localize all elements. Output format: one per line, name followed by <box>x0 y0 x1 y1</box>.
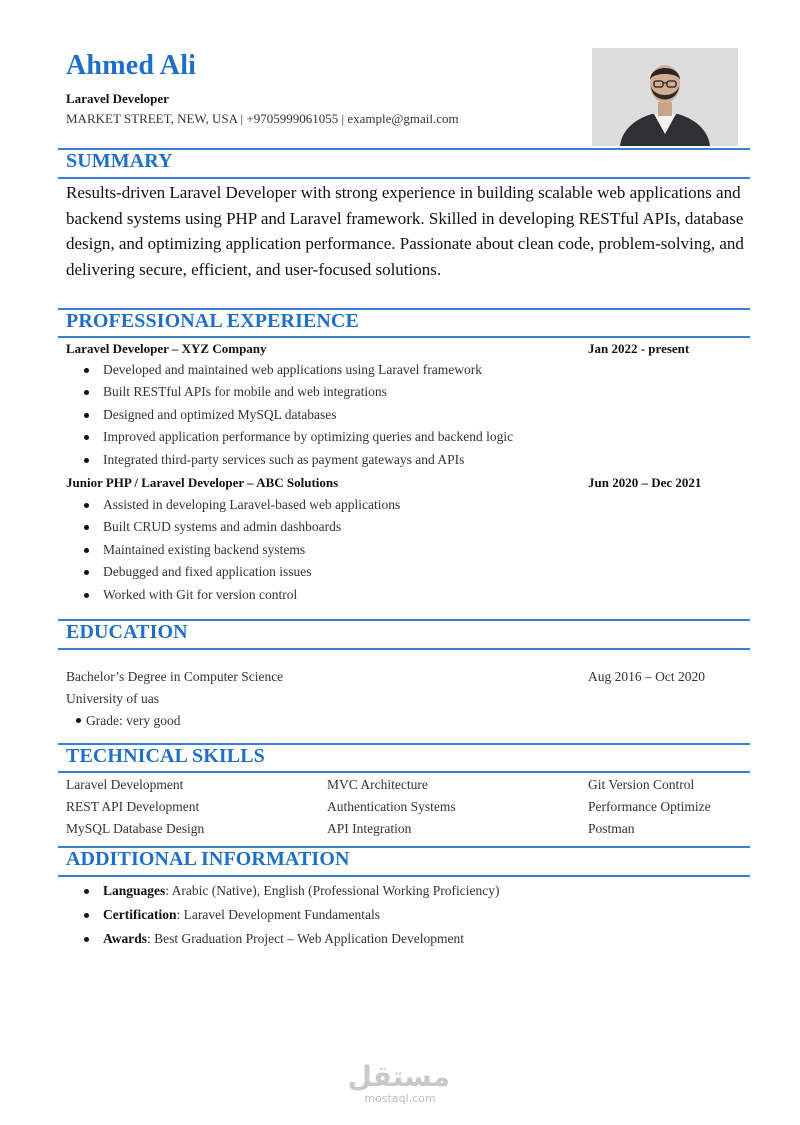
list-item: Maintained existing backend systems <box>84 539 400 561</box>
bullet-dot-icon <box>76 718 81 723</box>
list-item: Assisted in developing Laravel-based web applications <box>84 494 400 516</box>
info-label: Certification <box>103 907 177 922</box>
list-item: Integrated third-party services such as payment gateways and APIs <box>84 449 513 471</box>
contact-line: MARKET STREET, NEW, USA | +9705999061055 | example@gmail.com <box>66 111 459 126</box>
candidate-name: Ahmed Ali <box>66 50 197 81</box>
info-value: : Best Graduation Project – Web Application Development <box>147 931 464 946</box>
list-item: Built RESTful APIs for mobile and web integrations <box>84 381 513 403</box>
experience-heading: PROFESSIONAL EXPERIENCE <box>66 310 359 332</box>
section-divider <box>58 177 750 179</box>
section-divider <box>58 648 750 650</box>
watermark-url: mostaql.com <box>364 1092 436 1105</box>
job-bullet-list <box>84 494 400 606</box>
additional-list <box>84 879 500 951</box>
education-date: Aug 2016 – Oct 2020 <box>588 669 705 684</box>
summary-text: Results-driven Laravel Developer with strong experience in building scalable web applications and backend systems using PHP and Laravel framework. Skilled in developing RESTful APIs, database design, and optimizing application performance. Passionate about clean code, problem-solving, and delivering secure, efficient, and user-focused solutions. <box>66 183 744 279</box>
education-degree: Bachelor’s Degree in Computer Science <box>66 669 284 684</box>
skill-item: API Integration <box>327 821 412 836</box>
skill-item: Authentication Systems <box>327 799 456 814</box>
list-item: Developed and maintained web applications using Laravel framework <box>84 359 513 381</box>
info-label: Languages <box>103 883 166 898</box>
skill-item: Performance Optimize <box>588 799 711 814</box>
list-item: Improved application performance by optimizing queries and backend logic <box>84 426 513 448</box>
education-grade-text: Grade: very good <box>86 713 181 728</box>
candidate-role: Laravel Developer <box>66 91 169 106</box>
job-bullet-list <box>84 359 513 471</box>
info-value: : Laravel Development Fundamentals <box>176 907 381 922</box>
list-item: Designed and optimized MySQL databases <box>84 404 513 426</box>
education-grade <box>76 713 180 729</box>
job-date: Jan 2022 - present <box>588 341 690 356</box>
skill-item: REST API Development <box>66 799 200 814</box>
additional-heading: ADDITIONAL INFORMATION <box>66 848 350 870</box>
skills-heading: TECHNICAL SKILLS <box>66 745 265 767</box>
section-divider <box>58 771 750 773</box>
job-title: Laravel Developer – XYZ Company <box>66 341 267 356</box>
profile-photo <box>592 48 738 146</box>
job-date: Jun 2020 – Dec 2021 <box>588 475 702 490</box>
list-item <box>84 903 500 927</box>
summary-heading: SUMMARY <box>66 150 173 172</box>
mostaql-watermark <box>347 1060 450 1106</box>
person-portrait-icon <box>592 48 738 146</box>
skill-item: MySQL Database Design <box>66 821 205 836</box>
watermark-logo: مستقل <box>347 1060 450 1093</box>
skill-item: MVC Architecture <box>327 777 428 792</box>
info-value: : Arabic (Native), English (Professional Working Proficiency) <box>165 883 500 898</box>
list-item <box>84 879 500 903</box>
skill-item: Laravel Development <box>66 777 184 792</box>
list-item: Debugged and fixed application issues <box>84 561 400 583</box>
education-school: University of uas <box>66 691 159 706</box>
info-label: Awards <box>103 931 148 946</box>
skill-item: Git Version Control <box>588 777 695 792</box>
education-heading: EDUCATION <box>66 621 188 643</box>
section-divider <box>58 336 750 338</box>
list-item: Built CRUD systems and admin dashboards <box>84 516 400 538</box>
section-divider <box>58 875 750 877</box>
list-item: Worked with Git for version control <box>84 584 400 606</box>
skill-item: Postman <box>588 821 635 836</box>
list-item <box>84 927 500 951</box>
job-title: Junior PHP / Laravel Developer – ABC Solutions <box>66 475 339 490</box>
